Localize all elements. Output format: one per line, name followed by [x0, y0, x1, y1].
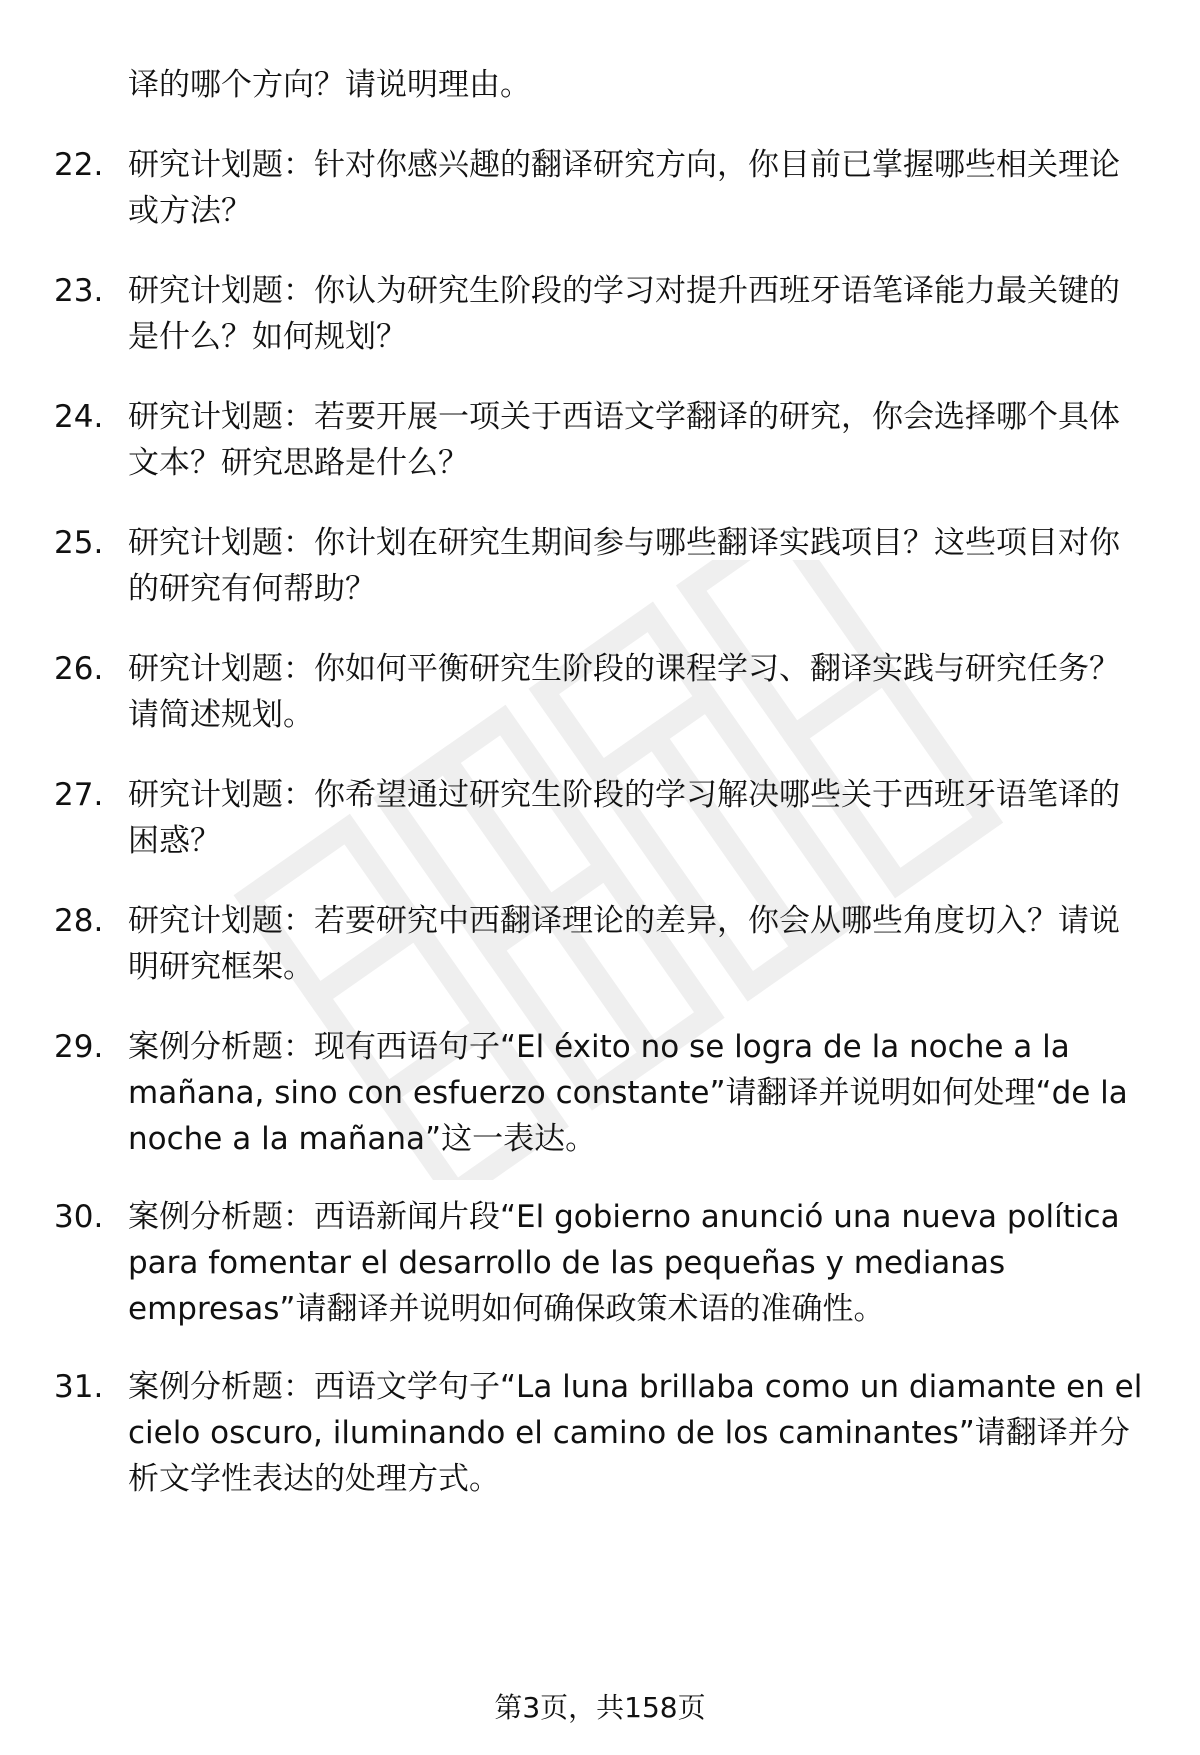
question-number: 29.: [54, 1029, 104, 1065]
continued-question-text: 译的哪个方向？请说明理由。: [128, 67, 531, 103]
question-text: 案例分析题：现有西语句子“El éxito no se logra de la noche a la mañana, sino con esfuerzo constante”请翻译并说明如何处理“de la noche a la mañana”这一表达。: [128, 1029, 1128, 1157]
question-number: 25.: [54, 525, 104, 561]
question-text: 案例分析题：西语新闻片段“El gobierno anunció una nueva política para fomentar el desarrollo de las pequeñas y medianas empresas”请翻译并说明如何确保政策术语的准确性。: [128, 1199, 1120, 1327]
question-number: 28.: [54, 903, 104, 939]
question-number: 22.: [54, 147, 104, 183]
question-number: 27.: [54, 777, 104, 813]
list-item: [0, 520, 1200, 612]
list-item: [0, 1194, 1200, 1332]
list-item: [0, 1364, 1200, 1502]
question-number: 30.: [54, 1199, 104, 1235]
list-item: [0, 772, 1200, 864]
question-text: 研究计划题：若要开展一项关于西语文学翻译的研究，你会选择哪个具体文本？研究思路是什么？: [128, 399, 1120, 481]
list-item: [0, 646, 1200, 738]
question-number: 23.: [54, 273, 104, 309]
list-item: [0, 1024, 1200, 1162]
question-number: 24.: [54, 399, 104, 435]
question-number: 26.: [54, 651, 104, 687]
question-text: 研究计划题：你认为研究生阶段的学习对提升西班牙语笔译能力最关键的是什么？如何规划？: [128, 273, 1120, 355]
question-text: 案例分析题：西语文学句子“La luna brillaba como un diamante en el cielo oscuro, iluminando el camino de los caminantes”请翻译并分析文学性表达的处理方式。: [128, 1369, 1143, 1497]
question-number: 31.: [54, 1369, 104, 1405]
list-item: [0, 268, 1200, 360]
question-text: 研究计划题：若要研究中西翻译理论的差异，你会从哪些角度切入？请说明研究框架。: [128, 903, 1120, 985]
list-item: [0, 142, 1200, 234]
list-item: [0, 394, 1200, 486]
list-item: [0, 898, 1200, 990]
question-list: [0, 142, 1200, 1536]
question-text: 研究计划题：你如何平衡研究生阶段的课程学习、翻译实践与研究任务？请简述规划。: [128, 651, 1120, 733]
page-footer: 第3页，共158页: [494, 1691, 706, 1724]
question-text: 研究计划题：你希望通过研究生阶段的学习解决哪些关于西班牙语笔译的困惑？: [128, 777, 1120, 859]
question-text: 研究计划题：针对你感兴趣的翻译研究方向，你目前已掌握哪些相关理论或方法？: [128, 147, 1120, 229]
question-text: 研究计划题：你计划在研究生期间参与哪些翻译实践项目？这些项目对你的研究有何帮助？: [128, 525, 1120, 607]
